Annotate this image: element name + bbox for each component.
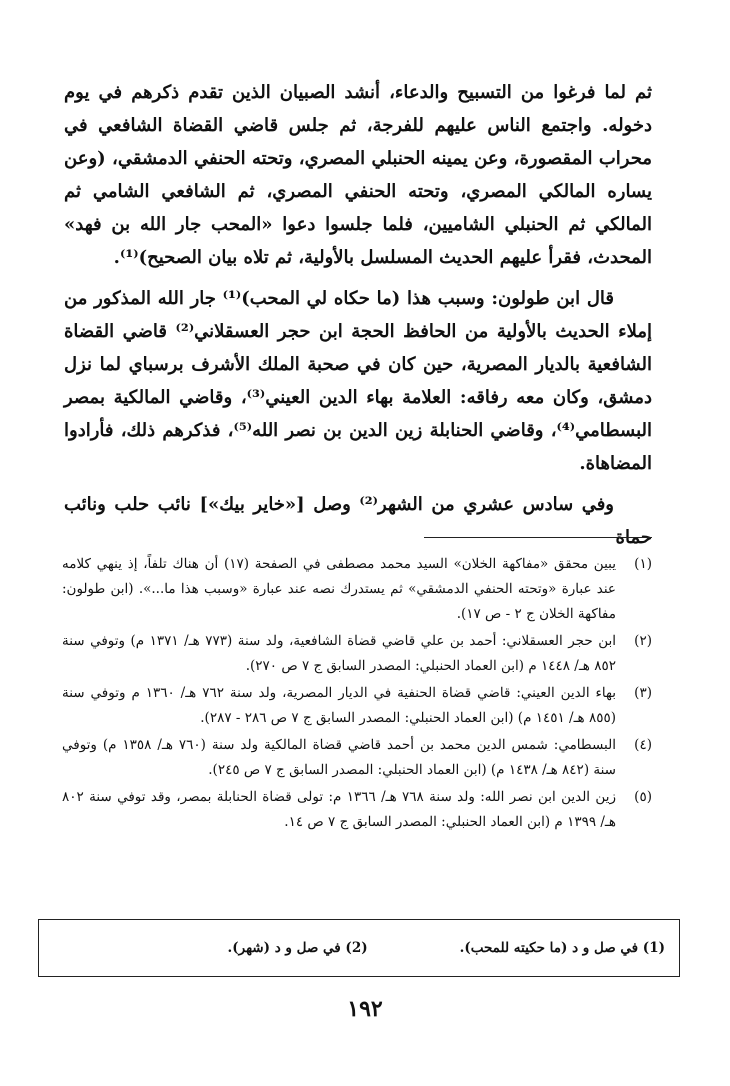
footnote-text: يبين محقق «مفاكهة الخلان» السيد محمد مصطفى في الصفحة (١٧) أن هناك تلفاً، إذ ينهي كلامه عند عبارة «وتحته الحنفي الدمشقي» ثم يستدرك نصه عند عبارة «وسبب هذا ما...». (ابن طولون: مفاكهة الخلان ج ٢ - ص ١٧). (62, 556, 616, 622)
footnotes (62, 552, 652, 837)
footnote-text: البسطامي: شمس الدين محمد بن أحمد قاضي قضاة المالكية ولد سنة (٧٦٠ هـ/ ١٣٥٨ م) وتوفي سنة (٨٤٢ هـ/ ١٤٣٨ م) (ابن العماد الحنبلي: المصدر السابق ج ٧ ص ٢٤٥). (62, 737, 616, 778)
footnote-item (62, 785, 652, 835)
footnote-item (62, 733, 652, 783)
footnote-separator (424, 537, 652, 538)
footnote-text: ابن حجر العسقلاني: أحمد بن علي قاضي قضاة الشافعية، ولد سنة (٧٧٣ هـ/ ١٣٧١ م) وتوفي سنة ٨٥٢ هـ/ ١٤٤٨ م (ابن العماد الحنبلي: المصدر السابق ج ٧ ص ٢٧٠). (62, 633, 616, 674)
footnote-item (62, 681, 652, 731)
footnote-item (62, 552, 652, 627)
footnote-number: (٥) (634, 789, 652, 805)
footnote-number: (٢) (634, 633, 652, 649)
footnote-number: (١) (634, 556, 652, 572)
paragraph-2: قال ابن طولون: وسبب هذا (ما حكاه لي المحب)⁽¹⁾ جار الله المذكور من إملاء الحديث بالأولية من الحافظ الحجة ابن حجر العسقلاني⁽²⁾ قاضي القضاة الشافعية بالديار المصرية، حين كان في صحبة الملك الأشرف برسباي لما نزل دمشق، وكان معه رفاقه: العلامة بهاء الدين العيني⁽³⁾، وقاضي المالكية بمصر البسطامي⁽⁴⁾، وقاضي الحنابلة زين الدين بن نصر الله⁽⁵⁾، فذكرهم ذلك، فأرادوا المضاهاة. (64, 288, 653, 474)
paragraph-1: ثم لما فرغوا من التسبيح والدعاء، أنشد الصبيان الذين تقدم ذكرهم في يوم دخوله. واجتمع الناس عليهم للفرجة، ثم جلس قاضي القضاة الشافعي في محراب المقصورة، وعن يمينه الحنبلي المصري، وتحته الحنفي الدمشقي، (وعن يساره المالكي المصري، وتحته الحنفي المصري، ثم الشافعي الشامي ثم المالكي ثم الحنبلي الشاميين، فلما جلسوا دعوا «المحب جار الله بن فهد» المحدث، فقرأ عليهم الحديث المسلسل بالأولية، ثم تلاه بيان الصحيح)⁽¹⁾. (64, 82, 652, 268)
manuscript-variants-box (38, 919, 680, 977)
paragraph-3: وفي سادس عشري من الشهر⁽²⁾ وصل [«خاير بيك»] نائب حلب ونائب حماة (64, 494, 652, 548)
footnote-text: بهاء الدين العيني: قاضي قضاة الحنفية في الديار المصرية، ولد سنة ٧٦٢ هـ/ ١٣٦٠ م وتوفي سنة (٨٥٥ هـ/ ١٤٥١ م) (ابن العماد الحنبلي: المصدر السابق ج ٧ ص ٢٨٦ - ٢٨٧). (62, 685, 616, 726)
footnote-number: (٤) (634, 737, 652, 753)
main-text (64, 76, 652, 554)
variant-note-1: (1) في صل و د (ما حكيته للمحب). (459, 940, 665, 956)
page-number: ١٩٢ (347, 996, 383, 1022)
variant-note-2: (2) في صل و د (شهر). (227, 940, 368, 956)
footnote-text: زين الدين ابن نصر الله: ولد سنة ٧٦٨ هـ/ ١٣٦٦ م: تولى قضاة الحنابلة بمصر، وقد توفي سنة ٨٠٢ هـ/ ١٣٩٩ م (ابن العماد الحنبلي: المصدر السابق ج ٧ ص ١٤. (62, 789, 616, 830)
footnote-number: (٣) (634, 685, 652, 701)
footnote-item (62, 629, 652, 679)
